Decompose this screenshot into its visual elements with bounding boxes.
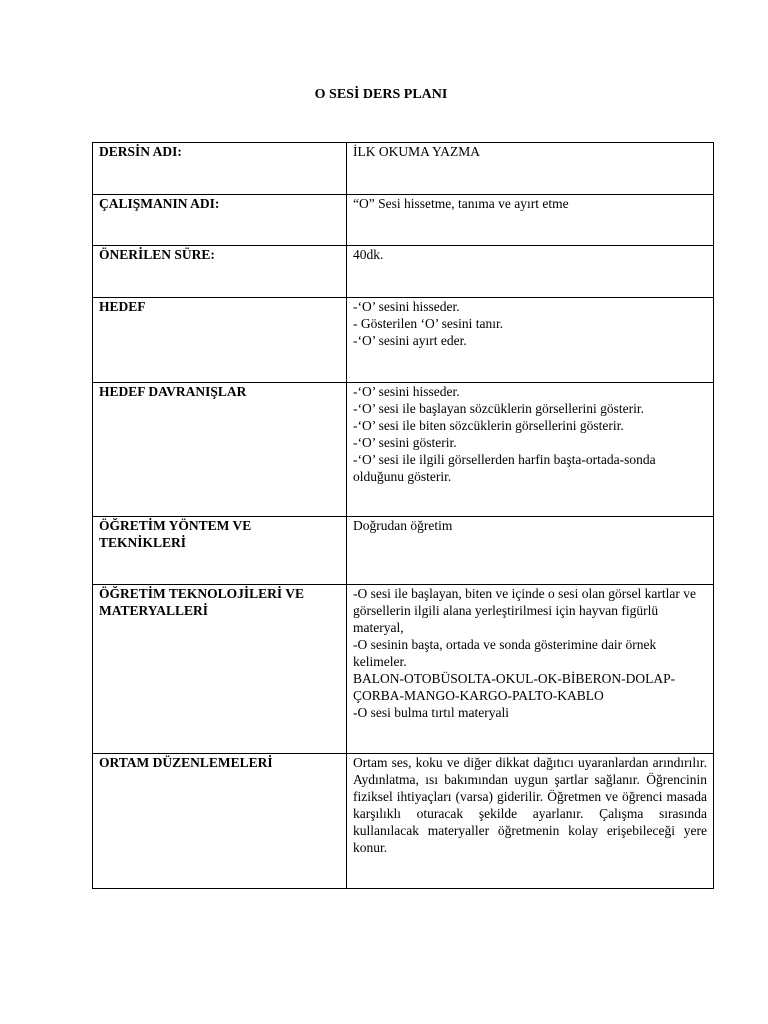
- table-row-teaching-materials: [93, 585, 714, 754]
- row-value: [347, 754, 714, 889]
- row-label: [93, 517, 347, 585]
- row-label: ORTAM DÜZENLEMELERİ: [93, 754, 347, 889]
- table-row-course-name: [93, 143, 714, 195]
- value-line: -‘O’ sesi ile biten sözcüklerin görsellerini gösterir.: [353, 418, 624, 433]
- row-value: [347, 195, 714, 246]
- value-line: -‘O’ sesi ile başlayan sözcüklerin görsellerini gösterir.: [353, 401, 645, 416]
- row-value: [347, 585, 714, 754]
- table-row-teaching-methods: [93, 517, 714, 585]
- value-line: Doğrudan öğretim: [353, 518, 453, 533]
- row-label: DERSİN ADI:: [93, 143, 347, 195]
- table-row-environment-setup: [93, 754, 714, 889]
- row-label: HEDEF DAVRANIŞLAR: [93, 383, 347, 517]
- row-label: ÇALIŞMANIN ADI:: [93, 195, 347, 246]
- value-line: -‘O’ sesini hisseder.: [353, 384, 460, 399]
- value-line: BALON-OTOBÜSOLTA-OKUL-OK-BİBERON-DOLAP-ÇORBA-MANGO-KARGO-PALTO-KABLO: [353, 671, 676, 703]
- value-paragraph: Ortam ses, koku ve diğer dikkat dağıtıcı uyaranlardan arındırılır. Aydınlatma, ısı bakımından uygun şartlar sağlanır. Öğrencinin fiziksel ihtiyaçları (varsa) giderilir. Öğretmen ve öğrenci masada karşılıklı oturacak şekilde ayarlanır. Çalışma sırasında kullanılacak materyaller öğretmenin kolay erişebileceği yere konur.: [353, 755, 707, 855]
- value-line: “O” Sesi hissetme, tanıma ve ayırt etme: [353, 196, 569, 211]
- row-label: [93, 585, 347, 754]
- row-value: [347, 517, 714, 585]
- document-title: O SESİ DERS PLANI: [314, 87, 448, 102]
- label-line: ÖĞRETİM YÖNTEM VE: [99, 518, 252, 533]
- row-value: [347, 383, 714, 517]
- label-line: ÖĞRETİM TEKNOLOJİLERİ VE: [99, 586, 305, 601]
- row-value: [347, 298, 714, 383]
- lesson-plan-table: [92, 142, 714, 889]
- value-line: 40dk.: [353, 247, 384, 262]
- label-line: TEKNİKLERİ: [99, 535, 187, 550]
- value-line: - Gösterilen ‘O’ sesini tanır.: [353, 316, 504, 331]
- table-row-study-name: [93, 195, 714, 246]
- label-line: MATERYALLERİ: [99, 603, 209, 618]
- row-value: [347, 143, 714, 195]
- value-line: -‘O’ sesi ile ilgili görsellerden harfin başta-ortada-sonda olduğunu gösterir.: [353, 452, 656, 484]
- value-line: -O sesi ile başlayan, biten ve içinde o sesi olan görsel kartlar ve görsellerin ilgili alana yerleştirilmesi için hayvan figürlü materyal,: [353, 586, 697, 635]
- table-row-suggested-duration: [93, 246, 714, 298]
- row-label: HEDEF: [93, 298, 347, 383]
- row-label: ÖNERİLEN SÜRE:: [93, 246, 347, 298]
- value-line: İLK OKUMA YAZMA: [353, 144, 480, 159]
- value-line: -‘O’ sesini ayırt eder.: [353, 333, 467, 348]
- table-row-objective: [93, 298, 714, 383]
- value-line: -O sesinin başta, ortada ve sonda gösterimine dair örnek kelimeler.: [353, 637, 657, 669]
- value-line: -‘O’ sesini gösterir.: [353, 435, 457, 450]
- value-line: -O sesi bulma tırtıl materyali: [353, 705, 509, 720]
- value-line: -‘O’ sesini hisseder.: [353, 299, 460, 314]
- row-value: [347, 246, 714, 298]
- table-row-target-behaviors: [93, 383, 714, 517]
